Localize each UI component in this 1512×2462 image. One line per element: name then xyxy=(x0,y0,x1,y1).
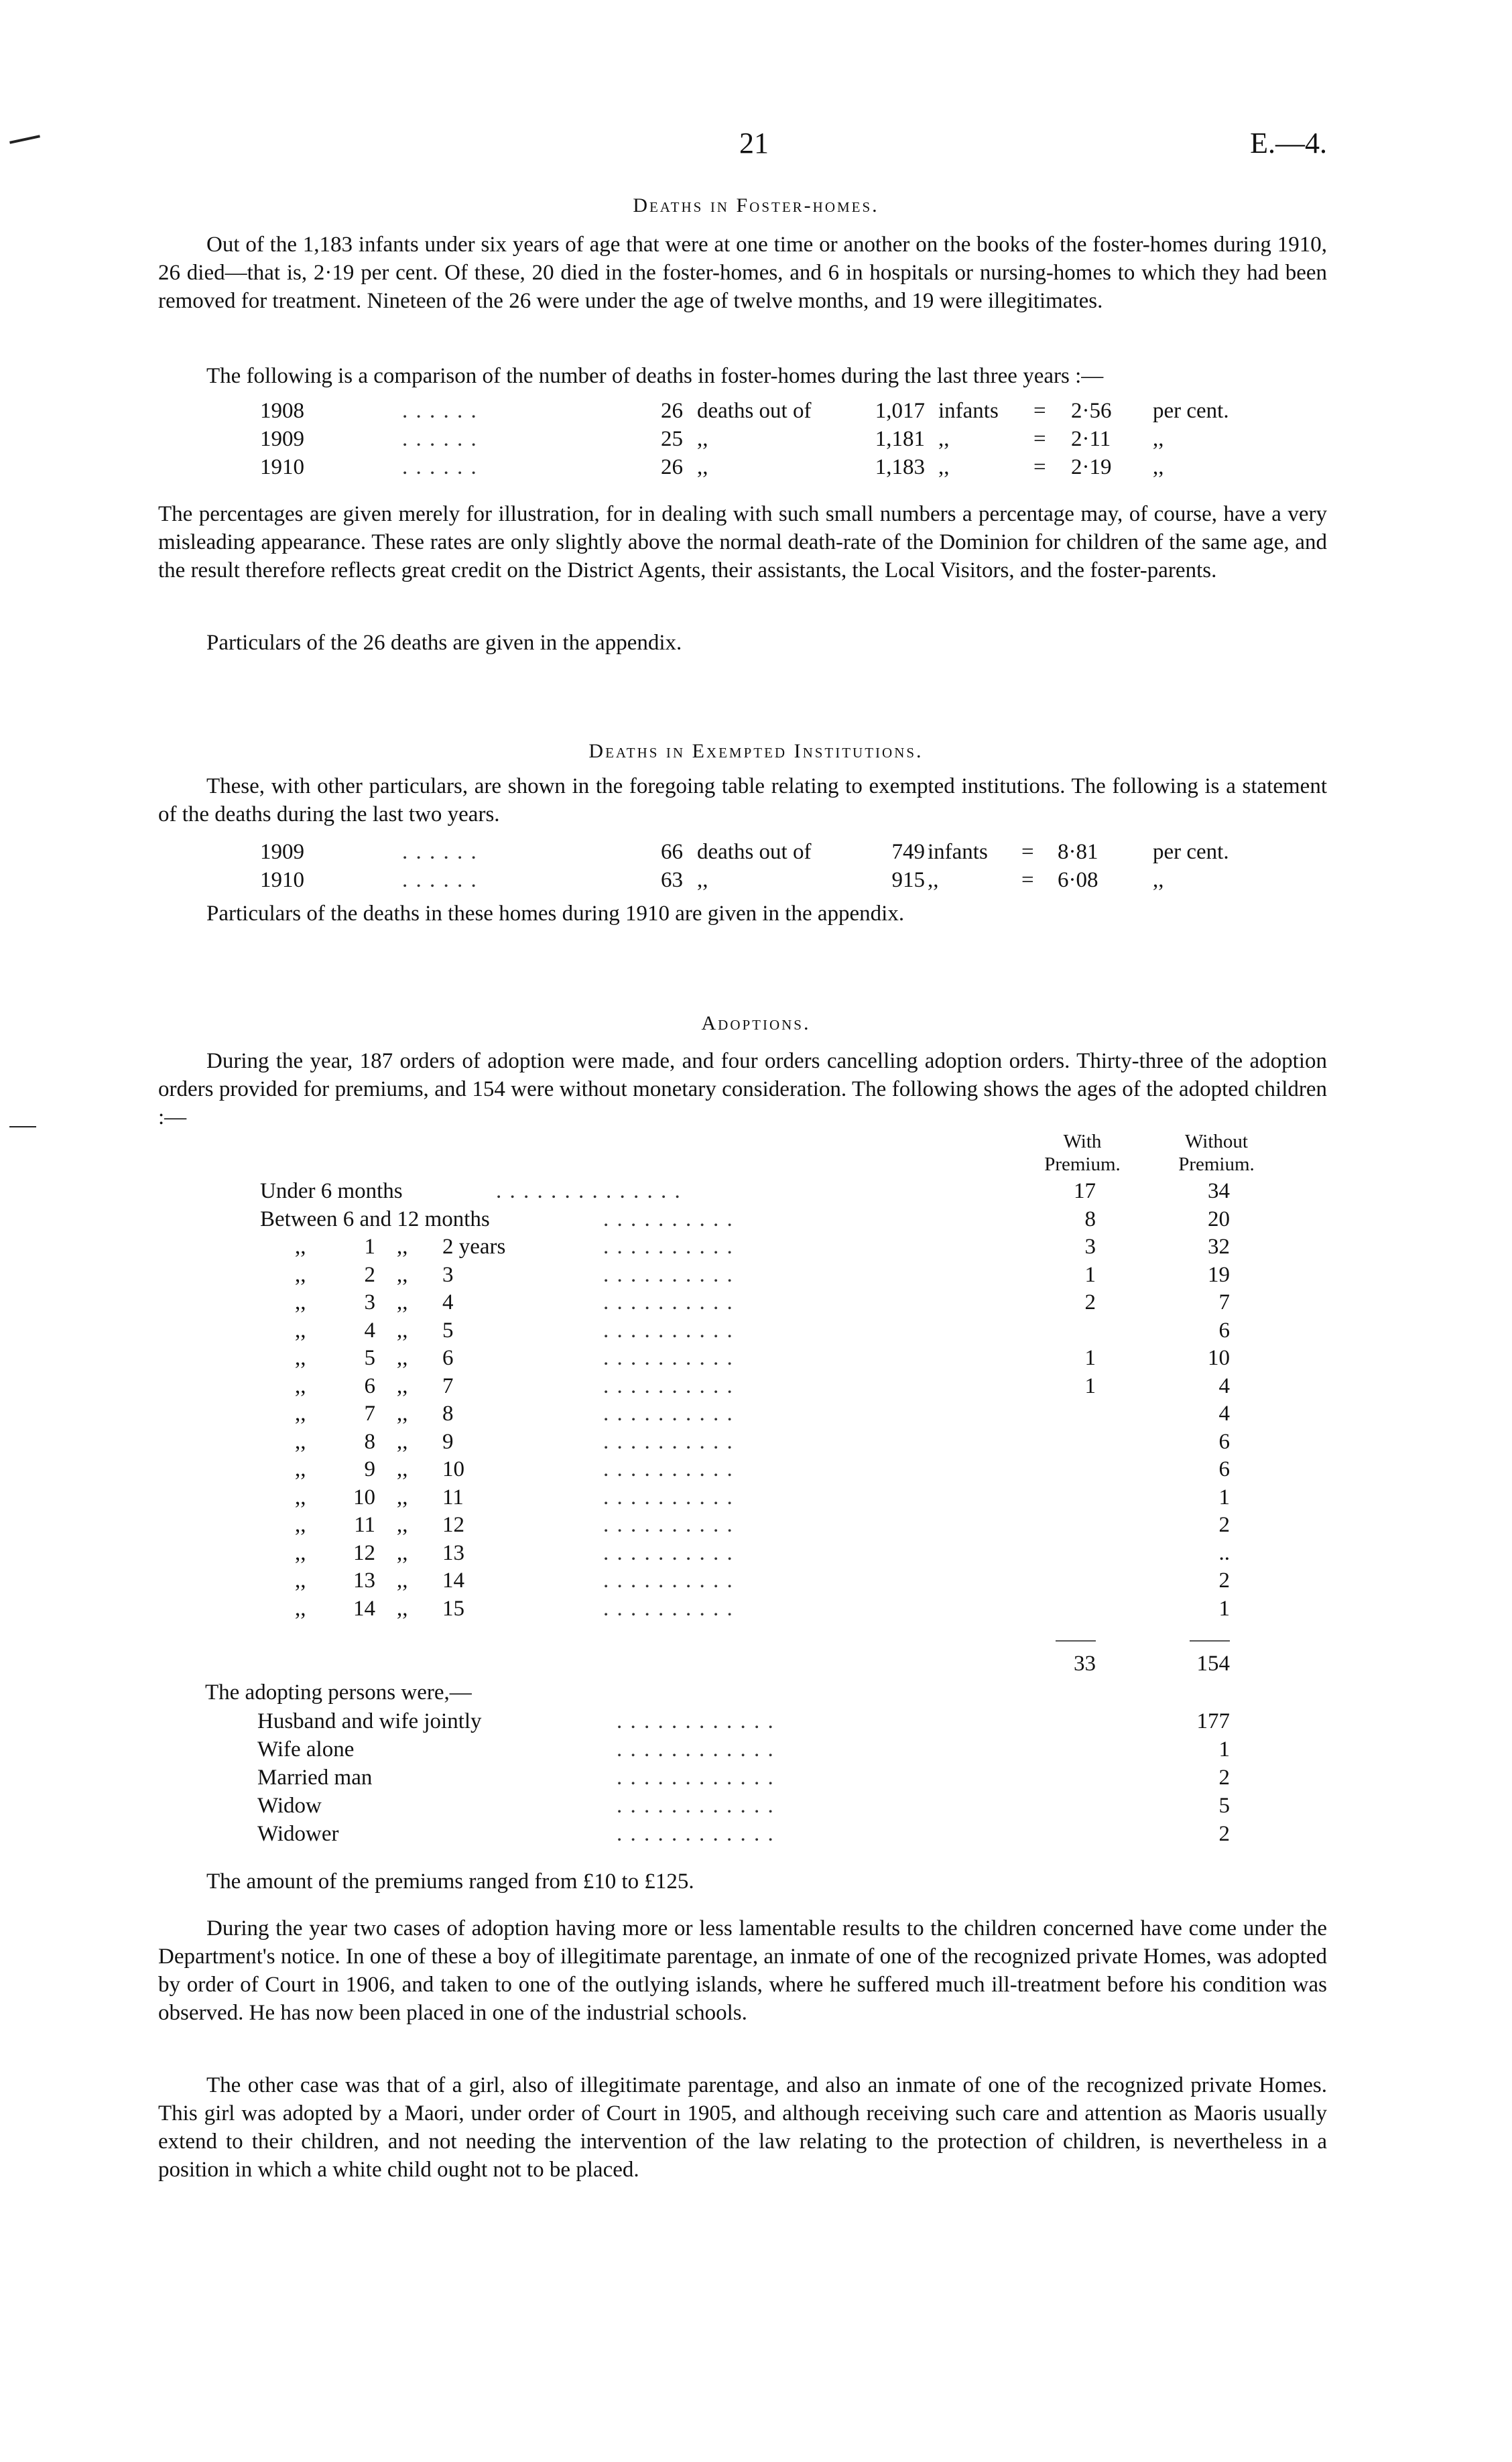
year: 1908 xyxy=(260,399,304,423)
deaths-label: ,, xyxy=(697,455,708,479)
ditto-mark: ,, xyxy=(397,1346,408,1370)
ditto-mark: ,, xyxy=(295,1290,306,1314)
premiums-range: The amount of the premiums ranged from £10 to £125. xyxy=(206,1869,694,1894)
with-premium-count: 1 xyxy=(1084,1262,1096,1287)
without-premium-count: 7 xyxy=(1218,1290,1230,1314)
scan-speck xyxy=(9,1126,36,1127)
ditto-mark: ,, xyxy=(295,1262,306,1287)
age-range-label: Under 6 months xyxy=(260,1179,403,1203)
deaths-count: 66 xyxy=(661,840,683,864)
exempted-para-2: Particulars of the deaths in these homes during 1910 are given in the appendix. xyxy=(206,902,905,926)
leader-dots: . . . . . . . . . . xyxy=(603,1485,734,1510)
age-to: 4 xyxy=(442,1290,454,1314)
leader-dots: . . . . . . . . . . xyxy=(603,1457,734,1481)
leader-dots: . . . . . . . . . . xyxy=(603,1235,734,1259)
ditto-mark: ,, xyxy=(397,1513,408,1537)
leader-dots: . . . . . . . . . . xyxy=(603,1513,734,1537)
without-premium-count: 6 xyxy=(1218,1457,1230,1481)
leader-dots: . . . . . . . . . . . . xyxy=(617,1709,775,1733)
with-premium-count: 3 xyxy=(1084,1235,1096,1259)
adopter-row xyxy=(0,1707,1512,1735)
age-from: 8 xyxy=(364,1429,375,1454)
ditto-mark: ,, xyxy=(397,1485,408,1510)
age-from: 4 xyxy=(364,1318,375,1343)
age-to: 5 xyxy=(442,1318,454,1343)
age-to: 13 xyxy=(442,1540,464,1565)
ditto-mark: ,, xyxy=(397,1429,408,1454)
ditto-mark: ,, xyxy=(295,1568,306,1593)
age-from: 6 xyxy=(364,1373,375,1398)
leader-dots: . . . . . . . . . . xyxy=(603,1596,734,1621)
age-row xyxy=(0,1288,1512,1316)
age-to: 15 xyxy=(442,1596,464,1621)
age-to: 6 xyxy=(442,1346,454,1370)
without-premium-count: 4 xyxy=(1218,1373,1230,1398)
age-to: 8 xyxy=(442,1402,454,1426)
age-from: 3 xyxy=(364,1290,375,1314)
ditto-mark: ,, xyxy=(295,1346,306,1370)
rate-unit: per cent. xyxy=(1153,399,1229,423)
equals-sign: = xyxy=(1021,840,1034,864)
leader-dots: . . . . . . . . . . . . xyxy=(617,1822,775,1846)
age-row xyxy=(0,1261,1512,1289)
year: 1909 xyxy=(260,427,304,451)
adopter-count: 2 xyxy=(1218,1822,1230,1846)
age-from: 7 xyxy=(364,1402,375,1426)
age-row xyxy=(0,1400,1512,1428)
age-row xyxy=(0,1539,1512,1567)
age-to: 11 xyxy=(442,1485,464,1510)
age-to: 9 xyxy=(442,1429,454,1454)
adopter-row xyxy=(0,1792,1512,1820)
total-rule-without xyxy=(1190,1640,1230,1642)
ditto-mark: ,, xyxy=(295,1540,306,1565)
rate-unit: ,, xyxy=(1153,455,1164,479)
age-from: 14 xyxy=(353,1596,375,1621)
ditto-mark: ,, xyxy=(397,1457,408,1481)
death-rate: 8·81 xyxy=(1058,840,1098,864)
equals-sign: = xyxy=(1021,868,1034,892)
without-premium-count: 34 xyxy=(1208,1179,1230,1203)
age-row xyxy=(0,1511,1512,1539)
infants-total: 1,017 xyxy=(875,399,925,423)
deaths-label: ,, xyxy=(697,868,708,892)
ditto-mark: ,, xyxy=(397,1235,408,1259)
without-premium-count: 2 xyxy=(1218,1513,1230,1537)
total-with-premium: 33 xyxy=(1074,1652,1096,1676)
ditto-mark: ,, xyxy=(295,1596,306,1621)
scan-speck xyxy=(9,135,40,143)
death-rate: 2·56 xyxy=(1071,399,1112,423)
exempted-deaths-row xyxy=(0,866,1512,894)
age-from: 12 xyxy=(353,1540,375,1565)
death-rate: 6·08 xyxy=(1058,868,1098,892)
leader-dots: . . . . . . xyxy=(402,399,478,423)
without-premium-count: 6 xyxy=(1218,1429,1230,1454)
ditto-mark: ,, xyxy=(295,1235,306,1259)
age-row xyxy=(0,1428,1512,1456)
age-from: 5 xyxy=(364,1346,375,1370)
page-number: 21 xyxy=(739,127,769,160)
adopter-count: 177 xyxy=(1196,1709,1230,1733)
year: 1909 xyxy=(260,840,304,864)
heading-exempted: Deaths in Exempted Institutions. xyxy=(588,740,924,762)
leader-dots: . . . . . . xyxy=(402,455,478,479)
age-row xyxy=(0,1233,1512,1261)
foster-deaths-row xyxy=(0,397,1512,425)
infants-label: ,, xyxy=(938,455,950,479)
ditto-mark: ,, xyxy=(397,1568,408,1593)
age-from: 13 xyxy=(353,1568,375,1593)
deaths-count: 63 xyxy=(661,868,683,892)
leader-dots: . . . . . . . . . . xyxy=(603,1262,734,1287)
age-from: 1 xyxy=(364,1235,375,1259)
without-premium-count: 1 xyxy=(1218,1485,1230,1510)
col-without-premium-header: Without Premium. xyxy=(1178,1131,1255,1175)
age-row xyxy=(0,1455,1512,1483)
infants-total: 1,183 xyxy=(875,455,925,479)
adopter-type: Husband and wife jointly xyxy=(257,1709,482,1733)
ditto-mark: ,, xyxy=(397,1596,408,1621)
age-to: 3 xyxy=(442,1262,454,1287)
leader-dots: . . . . . . xyxy=(402,868,478,892)
leader-dots: . . . . . . . . . . xyxy=(603,1568,734,1593)
ditto-mark: ,, xyxy=(397,1373,408,1398)
exempted-deaths-row xyxy=(0,838,1512,866)
infants-total: 749 xyxy=(891,840,925,864)
adopter-row xyxy=(0,1820,1512,1848)
col-with-premium-header: With Premium. xyxy=(1044,1131,1121,1175)
adopter-type: Wife alone xyxy=(257,1737,355,1762)
ditto-mark: ,, xyxy=(397,1318,408,1343)
foster-para-4: Particulars of the 26 deaths are given in the appendix. xyxy=(206,631,682,655)
adopter-type: Married man xyxy=(257,1766,373,1790)
age-from: 2 xyxy=(364,1262,375,1287)
age-row xyxy=(0,1595,1512,1623)
ditto-mark: ,, xyxy=(295,1485,306,1510)
ditto-mark: ,, xyxy=(397,1540,408,1565)
foster-para-1: Out of the 1,183 infants under six years of age that were at one time or another on the books of the foster-homes during 1910, 26 died—that is, 2·19 per cent. Of these, 20 died in the foster-homes, and 6 in hospitals or nursing-homes to which they had been removed for treatment. Nineteen of the 26 were under the age of twelve months, and 19 were illegitimates. xyxy=(158,233,1327,313)
heading-adoptions: Adoptions. xyxy=(701,1012,811,1034)
with-premium-count: 1 xyxy=(1084,1346,1096,1370)
without-premium-count: 10 xyxy=(1208,1346,1230,1370)
document-reference: E.—4. xyxy=(1250,127,1327,160)
totals-row xyxy=(0,1650,1512,1678)
year: 1910 xyxy=(260,868,304,892)
age-row xyxy=(0,1177,1512,1205)
ditto-mark: ,, xyxy=(295,1373,306,1398)
ditto-mark: ,, xyxy=(295,1513,306,1537)
ditto-mark: ,, xyxy=(397,1402,408,1426)
without-premium-count: 20 xyxy=(1208,1207,1230,1231)
year: 1910 xyxy=(260,455,304,479)
age-to: 10 xyxy=(442,1457,464,1481)
age-row xyxy=(0,1566,1512,1595)
ditto-mark: ,, xyxy=(295,1429,306,1454)
without-premium-count: 6 xyxy=(1218,1318,1230,1343)
leader-dots: . . . . . . . . . . xyxy=(603,1346,734,1370)
age-to: 7 xyxy=(442,1373,454,1398)
adopter-count: 2 xyxy=(1218,1766,1230,1790)
rate-unit: per cent. xyxy=(1153,840,1229,864)
adopter-row xyxy=(0,1764,1512,1792)
adopter-count: 1 xyxy=(1218,1737,1230,1762)
foster-para-2: The following is a comparison of the number of deaths in foster-homes during the last three years :— xyxy=(206,364,1104,388)
age-to: 14 xyxy=(442,1568,464,1593)
age-from: 9 xyxy=(364,1457,375,1481)
leader-dots: . . . . . . . . . . . . xyxy=(617,1794,775,1818)
deaths-count: 26 xyxy=(661,399,683,423)
leader-dots: . . . . . . . . . . xyxy=(603,1373,734,1398)
without-premium-count: .. xyxy=(1218,1540,1230,1565)
equals-sign: = xyxy=(1033,427,1046,451)
age-row xyxy=(0,1372,1512,1400)
age-row xyxy=(0,1344,1512,1372)
foster-deaths-row xyxy=(0,425,1512,453)
age-range-label: Between 6 and 12 months xyxy=(260,1207,490,1231)
leader-dots: . . . . . . . . . . . . xyxy=(617,1766,775,1790)
leader-dots: . . . . . . . . . . xyxy=(603,1318,734,1343)
age-row xyxy=(0,1205,1512,1233)
with-premium-count: 2 xyxy=(1084,1290,1096,1314)
adopter-row xyxy=(0,1735,1512,1764)
ditto-mark: ,, xyxy=(397,1262,408,1287)
adopter-type: Widow xyxy=(257,1794,322,1818)
with-premium-count: 1 xyxy=(1084,1373,1096,1398)
without-premium-count: 2 xyxy=(1218,1568,1230,1593)
leader-dots: . . . . . . xyxy=(402,840,478,864)
infants-label: ,, xyxy=(938,427,950,451)
without-premium-count: 32 xyxy=(1208,1235,1230,1259)
leader-dots: . . . . . . . . . . xyxy=(603,1429,734,1454)
leader-dots: . . . . . . . . . . xyxy=(603,1402,734,1426)
leader-dots: . . . . . . . . . . xyxy=(603,1290,734,1314)
age-from: 10 xyxy=(353,1485,375,1510)
adopters-intro-row xyxy=(205,1678,1009,1707)
infants-label: infants xyxy=(938,399,999,423)
adopter-type: Widower xyxy=(257,1822,339,1846)
rate-unit: ,, xyxy=(1153,427,1164,451)
infants-total: 915 xyxy=(891,868,925,892)
ditto-mark: ,, xyxy=(295,1457,306,1481)
age-row xyxy=(0,1316,1512,1345)
leader-dots: . . . . . . . . . . xyxy=(603,1540,734,1565)
infants-label: ,, xyxy=(928,868,939,892)
deaths-count: 25 xyxy=(661,427,683,451)
total-without-premium: 154 xyxy=(1196,1652,1230,1676)
leader-dots: . . . . . . . . . . xyxy=(603,1207,734,1231)
deaths-label: deaths out of xyxy=(697,399,812,423)
age-to: 2 years xyxy=(442,1235,506,1259)
equals-sign: = xyxy=(1033,455,1046,479)
ditto-mark: ,, xyxy=(295,1402,306,1426)
with-premium-count: 8 xyxy=(1084,1207,1096,1231)
death-rate: 2·19 xyxy=(1071,455,1112,479)
infants-total: 1,181 xyxy=(875,427,925,451)
age-row xyxy=(0,1483,1512,1512)
death-rate: 2·11 xyxy=(1071,427,1111,451)
age-from: 11 xyxy=(354,1513,375,1537)
adoptions-para-3: The other case was that of a girl, also of illegitimate parentage, and also an inmate of one of the recognized private Homes. This girl was adopted by a Maori, under order of Court in 1905, and although receiving such care and attention as Maoris usually extend to their children, and not needing the intervention of the law relating to the protection of children, is nevertheless in a position in which a white child ought not to be placed. xyxy=(158,2073,1327,2182)
age-to: 12 xyxy=(442,1513,464,1537)
deaths-label: deaths out of xyxy=(697,840,812,864)
deaths-label: ,, xyxy=(697,427,708,451)
exempted-para-1: These, with other particulars, are shown in the foregoing table relating to exempted institutions. The following is a statement of the deaths during the last two years. xyxy=(158,774,1327,826)
with-premium-count: 17 xyxy=(1074,1179,1096,1203)
foster-deaths-row xyxy=(0,453,1512,481)
foster-para-3: The percentages are given merely for illustration, for in dealing with such small numbers a percentage may, of course, have a very misleading appearance. These rates are only slightly above the normal death-rate of the Dominion for children of the same age, and the result therefore reflects great credit on the District Agents, their assistants, the Local Visitors, and the foster-parents. xyxy=(158,502,1327,582)
equals-sign: = xyxy=(1033,399,1046,423)
adoptions-para-1: During the year, 187 orders of adoption were made, and four orders cancelling adoption orders. Thirty-three of the adoption orders provided for premiums, and 154 were without monetary consideration. The following shows the ages of the adopted children :— xyxy=(158,1049,1327,1129)
leader-dots: . . . . . . . . . . . . . . xyxy=(496,1179,682,1203)
ditto-mark: ,, xyxy=(295,1318,306,1343)
deaths-count: 26 xyxy=(661,455,683,479)
adopter-count: 5 xyxy=(1218,1794,1230,1818)
adoptions-para-2: During the year two cases of adoption having more or less lamentable results to the children concerned have come under the Department's notice. In one of these a boy of illegitimate parentage, an inmate of one of the recognized private Homes, was adopted by order of Court in 1906, and taken to one of the outlying islands, where he suffered much ill-treatment before his condition was observed. He has now been placed in one of the industrial schools. xyxy=(158,1916,1327,2025)
leader-dots: . . . . . . . . . . . . xyxy=(617,1737,775,1762)
leader-dots: . . . . . . xyxy=(402,427,478,451)
without-premium-count: 4 xyxy=(1218,1402,1230,1426)
infants-label: infants xyxy=(928,840,988,864)
ditto-mark: ,, xyxy=(397,1290,408,1314)
rate-unit: ,, xyxy=(1153,868,1164,892)
adopters-intro: The adopting persons were,— xyxy=(205,1680,472,1705)
total-rule-with xyxy=(1056,1640,1096,1642)
without-premium-count: 1 xyxy=(1218,1596,1230,1621)
heading-foster-homes: Deaths in Foster-homes. xyxy=(633,194,879,217)
without-premium-count: 19 xyxy=(1208,1262,1230,1287)
